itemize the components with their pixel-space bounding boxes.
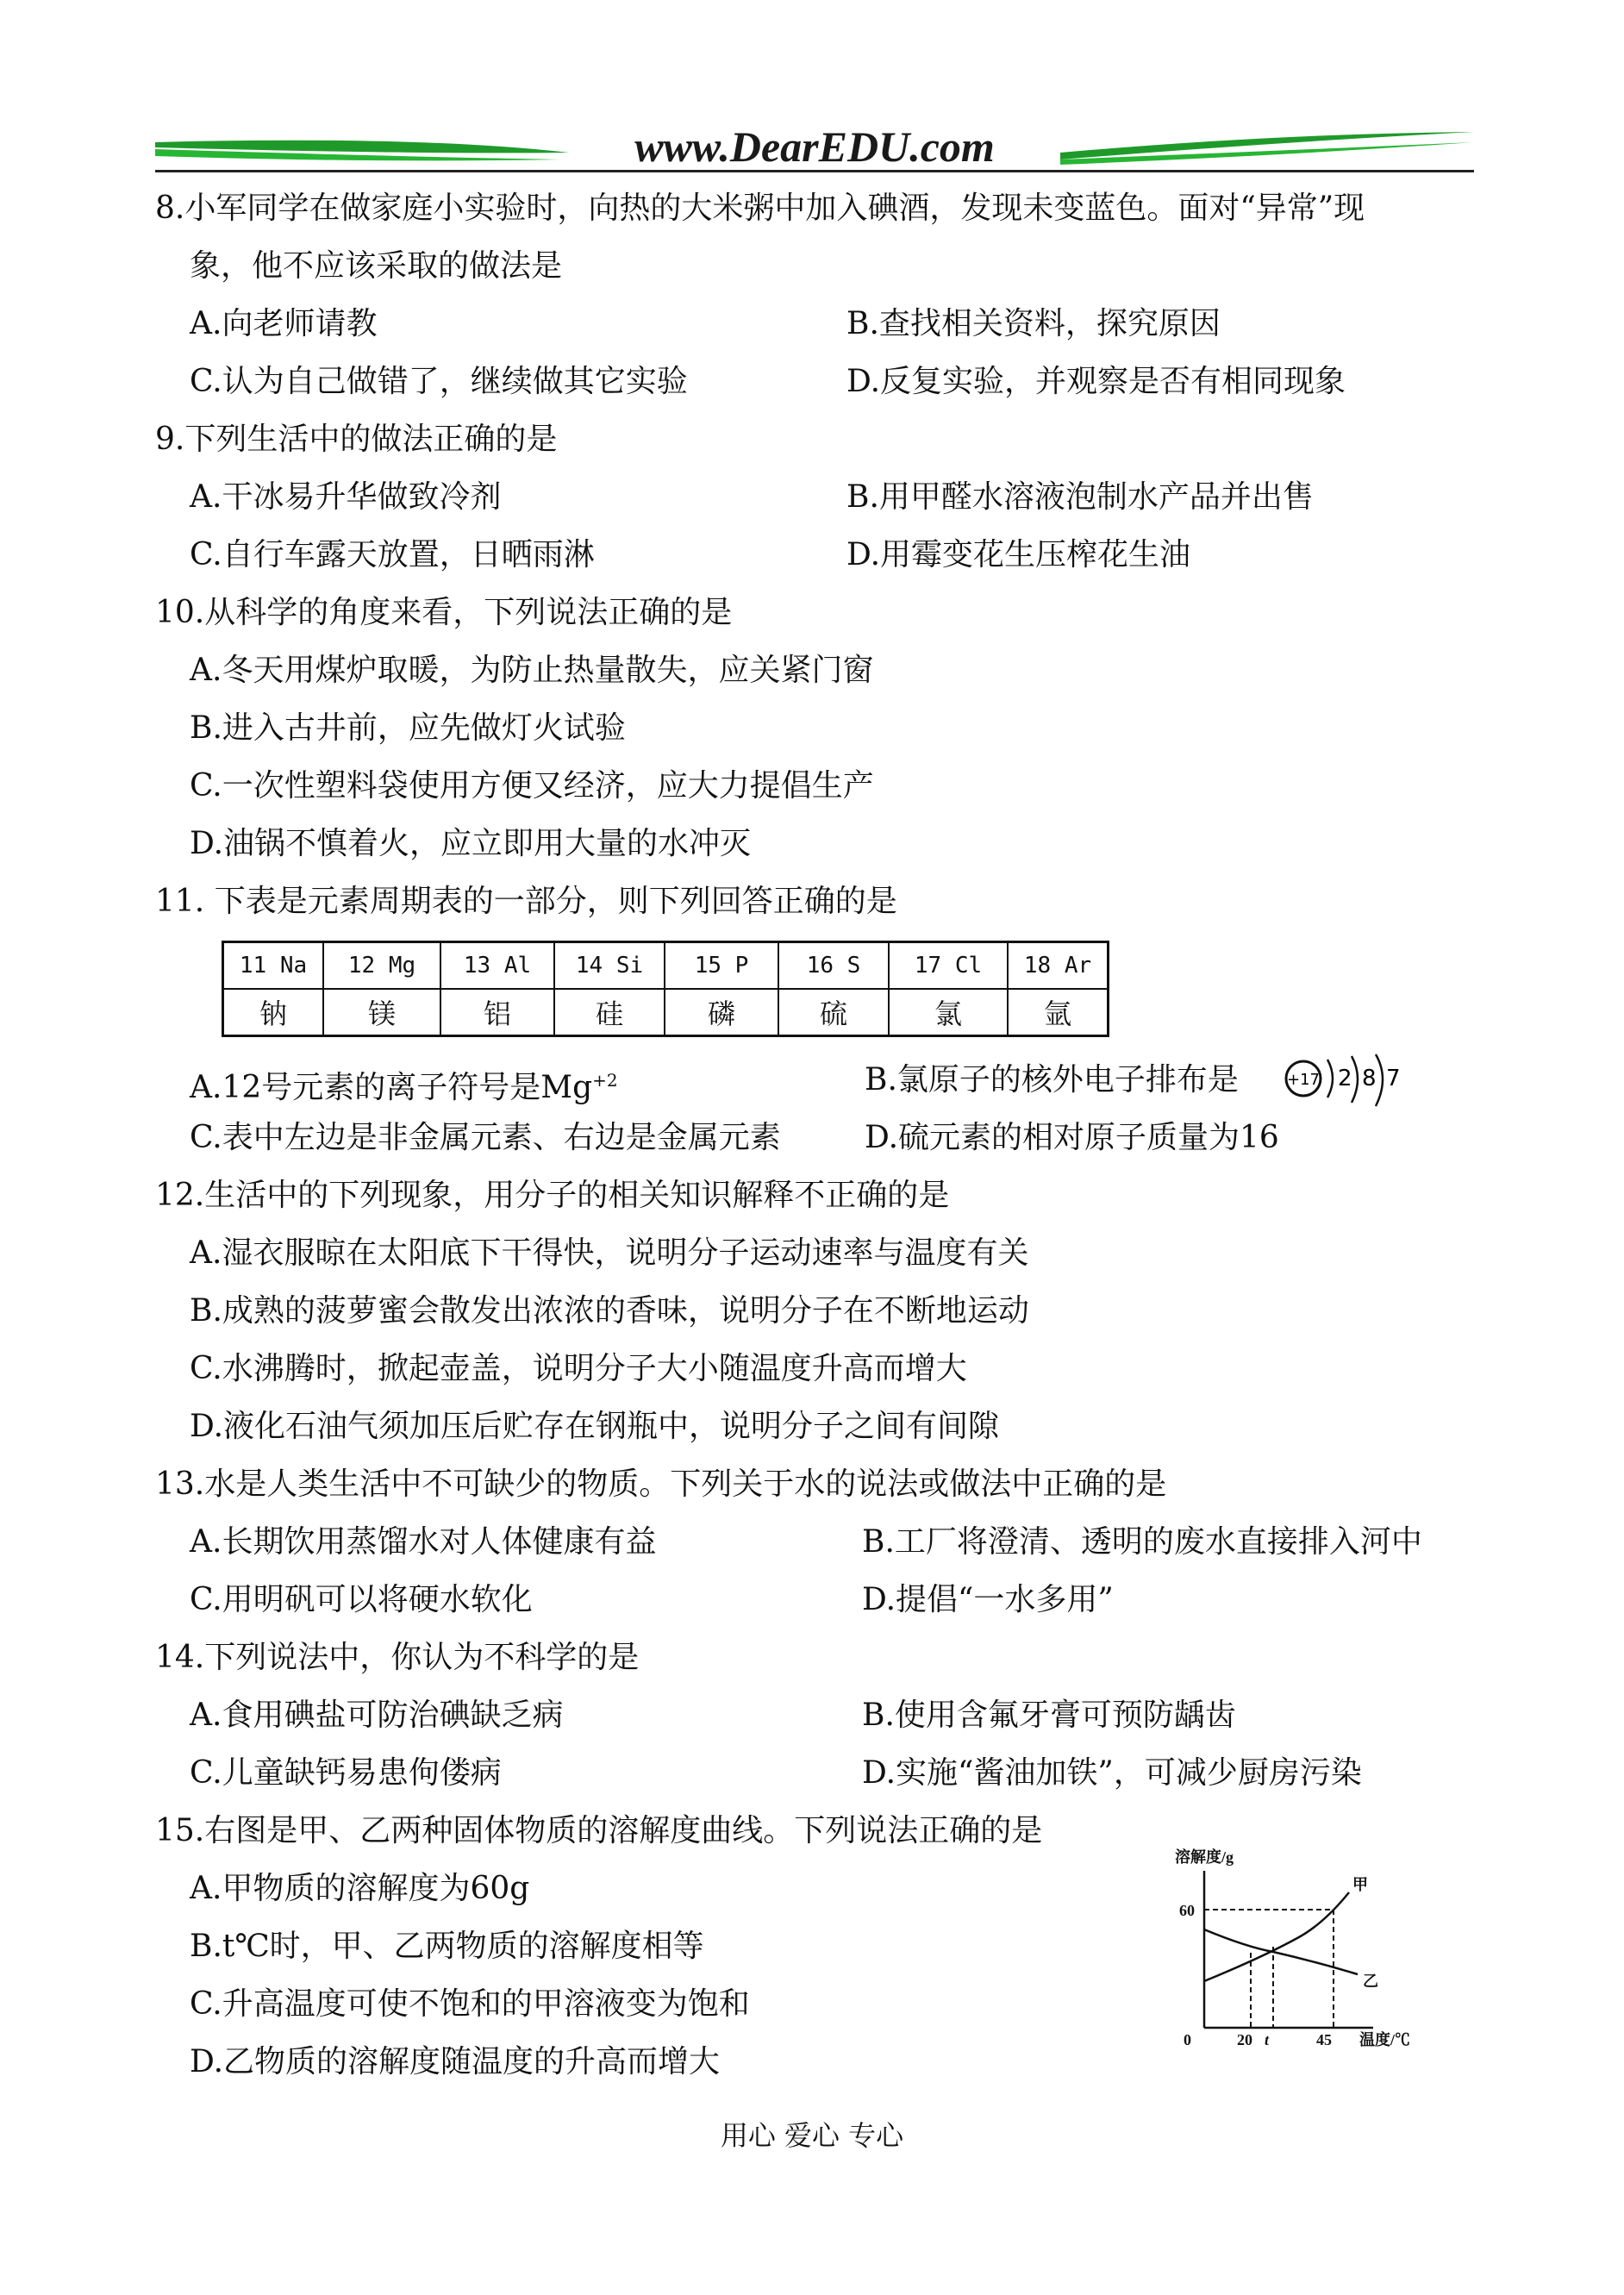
q8-option-a: A.向老师请教 (190, 306, 378, 341)
graph-y60: 60 (1179, 1902, 1195, 1919)
graph-ylabel: 溶解度/g (1175, 1848, 1234, 1866)
q10-option-c: C.一次性塑料袋使用方便又经济，应大力提倡生产 (190, 768, 874, 804)
curve-jia (1204, 1892, 1349, 1981)
q9-option-c: C.自行车露天放置，日晒雨淋 (190, 537, 595, 572)
element-cell: 13 Al (440, 942, 554, 990)
site-name: www.DearEDU.com (634, 122, 995, 171)
q15-option-c: C.升高温度可使不饱和的甲溶液变为饱和 (190, 1986, 750, 2022)
element-name: 磷 (665, 989, 778, 1036)
q11-option-c: C.表中左边是非金属元素、右边是金属元素 (190, 1120, 781, 1155)
graph-x20: 20 (1237, 2031, 1252, 2048)
element-cell: 17 Cl (889, 942, 1008, 990)
q14-stem: 14.下列说法中，你认为不科学的是 (155, 1640, 640, 1675)
element-name: 氯 (889, 989, 1008, 1036)
footer-slogan: 用心 爱心 专心 (720, 2119, 904, 2152)
graph-xlabel: 温度/℃ (1359, 2031, 1411, 2048)
q11-option-a-text: A.12号元素的离子符号是Mg (190, 1070, 593, 1105)
solubility-curve-graph (1168, 1845, 1440, 2069)
header-banner (155, 116, 1474, 177)
element-name: 氩 (1008, 989, 1109, 1036)
q9-stem: 9.下列生活中的做法正确的是 (155, 422, 558, 457)
q12-option-b: B.成熟的菠萝蜜会散发出浓浓的香味，说明分子在不断地运动 (190, 1293, 1029, 1329)
q8-stem-line1: 8.小军同学在做家庭小实验时，向热的大米粥中加入碘酒，发现未变蓝色。面对“异常”现 (155, 191, 1365, 226)
graph-xt: t (1265, 2031, 1270, 2048)
q9-option-d: D.用霉变花生压榨花生油 (846, 537, 1191, 572)
graph-origin: 0 (1184, 2031, 1191, 2048)
element-name: 铝 (440, 989, 554, 1036)
q8-option-d: D.反复实验，并观察是否有相同现象 (846, 364, 1346, 399)
shell-2-count: 8 (1362, 1066, 1377, 1091)
q13-option-b: B.工厂将澄清、透明的废水直接排入河中 (862, 1524, 1422, 1560)
chlorine-atom-diagram (1283, 1047, 1403, 1116)
q11-option-b: B.氯原子的核外电子排布是 (865, 1062, 1239, 1097)
q11-option-a-charge: +2 (592, 1070, 618, 1091)
q9-option-b: B.用甲醛水溶液泡制水产品并出售 (846, 479, 1314, 515)
q8-stem-line2: 象，他不应该采取的做法是 (190, 248, 563, 284)
q14-option-a: A.食用碘盐可防治碘缺乏病 (190, 1698, 564, 1733)
q11-option-a (190, 1063, 618, 1105)
graph-jia-label: 甲 (1352, 1876, 1368, 1893)
q13-option-a: A.长期饮用蒸馏水对人体健康有益 (190, 1524, 657, 1560)
element-cell: 11 Na (223, 942, 324, 990)
element-cell: 15 P (665, 942, 778, 990)
element-name: 硫 (778, 989, 889, 1036)
q13-stem: 13.水是人类生活中不可缺少的物质。下列关于水的说法或做法中正确的是 (155, 1466, 1167, 1502)
periodic-table (222, 941, 1109, 1037)
q12-stem: 12.生活中的下列现象，用分子的相关知识解释不正确的是 (155, 1178, 950, 1213)
q12-option-a: A.湿衣服晾在太阳底下干得快，说明分子运动速率与温度有关 (190, 1235, 1029, 1271)
q15-option-a: A.甲物质的溶解度为60g (190, 1871, 530, 1906)
shell-1-count: 2 (1338, 1066, 1352, 1091)
q11-stem: 11. 下表是元素周期表的一部分，则下列回答正确的是 (155, 884, 897, 919)
periodic-table-symbols (223, 942, 1109, 990)
q8-option-b: B.查找相关资料，探究原因 (846, 306, 1221, 341)
q12-option-c: C.水沸腾时，掀起壶盖，说明分子大小随温度升高而增大 (190, 1351, 967, 1386)
q10-option-d: D.油锅不慎着火，应立即用大量的水冲灭 (190, 826, 752, 861)
shell-3-count: 7 (1386, 1066, 1401, 1091)
element-name: 钠 (223, 989, 324, 1036)
element-cell: 18 Ar (1008, 942, 1109, 990)
q15-stem: 15.右图是甲、乙两种固体物质的溶解度曲线。下列说法正确的是 (155, 1813, 1043, 1848)
q13-option-c: C.用明矾可以将硬水软化 (190, 1582, 533, 1617)
periodic-table-names (223, 989, 1109, 1036)
curve-yi (1204, 1929, 1358, 1974)
element-cell: 12 Mg (323, 942, 440, 990)
q15-option-b: B.t℃时，甲、乙两物质的溶解度相等 (190, 1929, 704, 1964)
q11-option-d: D.硫元素的相对原子质量为16 (865, 1120, 1279, 1155)
q10-option-a: A.冬天用煤炉取暖，为防止热量散失，应关紧门窗 (190, 653, 874, 688)
q12-option-d: D.液化石油气须加压后贮存在钢瓶中，说明分子之间有间隙 (190, 1409, 1000, 1444)
element-name: 硅 (554, 989, 665, 1036)
q13-option-d: D.提倡“一水多用” (862, 1582, 1114, 1617)
nucleus-charge: +17 (1287, 1071, 1320, 1089)
element-name: 镁 (323, 989, 440, 1036)
q14-option-c: C.儿童缺钙易患佝偻病 (190, 1755, 502, 1791)
q9-option-a: A.干冰易升华做致冷剂 (190, 479, 502, 515)
header-logo (155, 116, 1474, 177)
q14-option-b: B.使用含氟牙膏可预防龋齿 (862, 1698, 1236, 1733)
q14-option-d: D.实施“酱油加铁”，可减少厨房污染 (862, 1755, 1362, 1791)
graph-x45: 45 (1316, 2031, 1332, 2048)
q10-option-b: B.进入古井前，应先做灯火试验 (190, 710, 626, 746)
q15-option-d: D.乙物质的溶解度随温度的升高而增大 (190, 2044, 721, 2079)
q10-stem: 10.从科学的角度来看，下列说法正确的是 (155, 595, 733, 630)
q8-option-c: C.认为自己做错了，继续做其它实验 (190, 364, 688, 399)
element-cell: 16 S (778, 942, 889, 990)
element-cell: 14 Si (554, 942, 665, 990)
graph-yi-label: 乙 (1363, 1973, 1378, 1990)
